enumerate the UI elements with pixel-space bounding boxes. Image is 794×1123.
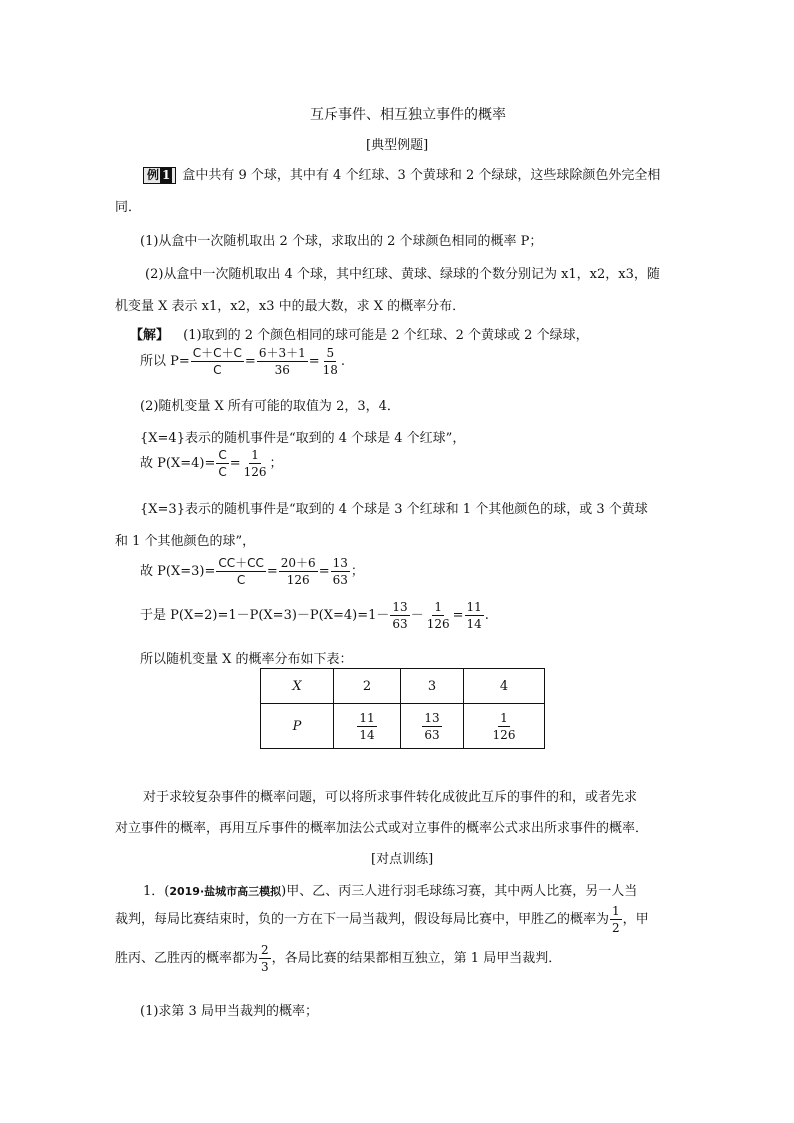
example-stem-line1: 例 1 盒中共有 9 个球，其中有 4 个红球、3 个黄球和 2 个绿球，这些球除颜色外完全相: [143, 164, 660, 184]
solution-px2-formula: 于是 P(X=2)=1－P(X=3)－P(X=4)=1－ $\frac{13}{63}$ － $\frac{1}{126}$ = $\frac{11}{14}$ .: [140, 600, 489, 631]
table-row-label-p: P: [261, 704, 334, 749]
solution-line4: {X=4}表示的随机事件是“取到的 4 个球是 4 个红球”，: [140, 431, 466, 446]
solution-line1: 【解】 (1)取到的 2 个颜色相同的球可能是 2 个红球、2 个黄球或 2 个绿球，: [130, 328, 589, 343]
section-training: [对点训练]: [371, 852, 434, 867]
example-question-2-line2: 机变量 X 表示 x1，x2，x3 中的最大数，求 X 的概率分布．: [115, 299, 466, 314]
example-question-1: (1)从盒中一次随机取出 2 个球，求取出的 2 个球颜色相同的概率 P；: [140, 234, 543, 249]
exercise-source: 2019·盐城市高三模拟: [169, 885, 282, 898]
solution-line3: (2)随机变量 X 所有可能的取值为 2，3，4．: [140, 399, 400, 414]
exercise-line1: 1．(2019·盐城市高三模拟)甲、乙、丙三人进行羽毛球练习赛，其中两人比赛，另一人当: [143, 884, 638, 899]
exercise-line2: 裁判，每局比赛结束时，负的一方在下一局当裁判，假设每局比赛中，甲胜乙的概率为 $\frac{1}{2}$ ，甲: [115, 904, 649, 935]
solution-px4-formula: 故 P(X=4)= $\frac{C}{C}$ = $\frac{1}{126}$ ；: [140, 448, 283, 479]
table-cell: $\frac{13}{63}$: [401, 704, 464, 749]
table-cell: $\frac{11}{14}$: [334, 704, 401, 749]
exercise-question-1: (1)求第 3 局甲当裁判的概率；: [140, 1004, 318, 1019]
solution-p-formula: 所以 P= $\frac{C+C+C}{C}$ = $\frac{6+3+1}{36}$ = $\frac{5}{18}$ .: [140, 346, 346, 377]
page-title: 互斥事件、相互独立事件的概率: [310, 107, 506, 123]
section-typical-examples: [典型例题]: [366, 138, 429, 153]
example-question-2-line1: (2)从盒中一次随机取出 4 个球，其中红球、黄球、绿球的个数分别记为 x1，x2，x3，随: [145, 267, 660, 282]
solution-line9: 所以随机变量 X 的概率分布如下表：: [140, 652, 353, 667]
exercise-line3: 胜丙、乙胜丙的概率都为 $\frac{2}{3}$ ，各局比赛的结果都相互独立，第 1 局甲当裁判．: [115, 943, 562, 974]
example-stem-line2: 同．: [115, 200, 142, 215]
solution-line6-1: {X=3}表示的随机事件是“取到的 4 个球是 3 个红球和 1 个其他颜色的球，或 3 个黄球: [140, 502, 648, 517]
solution-tag: 【解】: [130, 328, 170, 343]
distribution-table: [260, 668, 545, 749]
table-header-cell: 2: [334, 669, 401, 704]
note-line2: 对立事件的概率，再用互斥事件的概率加法公式或对立事件的概率公式求出所求事件的概率．: [115, 821, 649, 836]
table-header-row: [261, 669, 545, 704]
table-cell: $\frac{1}{126}$: [464, 704, 545, 749]
example-badge: 例 1: [143, 167, 176, 184]
table-header-cell: 4: [464, 669, 545, 704]
table-header-cell: 3: [401, 669, 464, 704]
note-line1: 对于求较复杂事件的概率问题，可以将所求事件转化成彼此互斥的事件的和，或者先求: [143, 790, 638, 805]
solution-line6-2: 和 1 个其他颜色的球”，: [115, 534, 256, 549]
solution-px3-formula: 故 P(X=3)= $\frac{CC+CC}{C}$ = $\frac{20+6}{126}$ = $\frac{13}{63}$ ；: [140, 556, 364, 587]
table-header-x: X: [261, 669, 334, 704]
table-probability-row: [261, 704, 545, 749]
